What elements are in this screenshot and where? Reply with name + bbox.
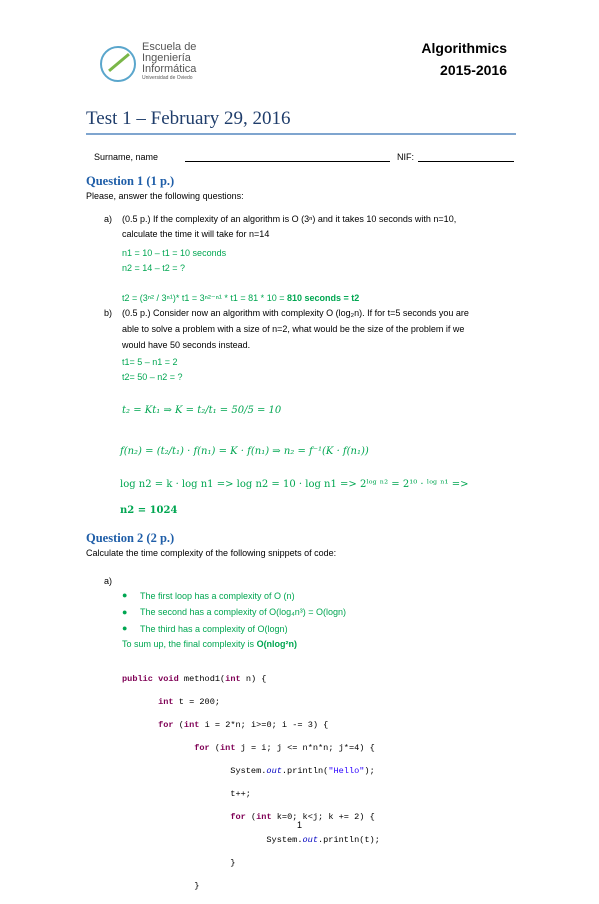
code-line: int t = 200; (158, 696, 221, 707)
school-line-3: Informática (142, 63, 197, 75)
q1a-answer-3 (122, 291, 359, 305)
q1b-answer-2: t2= 50 – n2 = ? (122, 372, 183, 382)
q1b-text-3: would have 50 seconds instead. (122, 340, 251, 350)
q1a-answer-3-text: t2 = (3ⁿ² / 3ⁿ¹)* t1 = 3ⁿ²⁻ⁿ¹ * t1 = 81 * 10 = (122, 293, 287, 303)
code-line: public void method1(int n) { (122, 673, 267, 684)
nif-label: NIF: (397, 152, 414, 162)
school-line-2: Ingeniería (142, 52, 191, 64)
code-line: System.out.println("Hello"); (122, 765, 375, 776)
q2-summary-result: O(nlog²n) (256, 639, 298, 649)
q2-bullet-1: The first loop has a complexity of O (n) (140, 591, 295, 601)
code-line: for (int k=0; k<j; k += 2) { (230, 811, 375, 822)
q1b-equation-3: log n2 = k · log n1 => log n2 = 10 · log n1 => 2ˡᵒᵍ ⁿ² = 2¹⁰ · ˡᵒᵍ ⁿ¹ => (120, 479, 469, 490)
school-line-1: Escuela de (142, 41, 197, 53)
q1a-answer-1: n1 = 10 – t1 = 10 seconds (122, 248, 227, 258)
q2a-label: a) (104, 576, 113, 586)
code-line: } (122, 880, 200, 891)
page-number: 1 (297, 820, 303, 830)
test-title: Test 1 – February 29, 2016 (86, 108, 291, 129)
q1a-text-1: (0.5 p.) If the complexity of an algorithm is O (3ⁿ) and it takes 10 seconds with n=10, (122, 214, 457, 224)
course-year: 2015-2016 (440, 62, 507, 78)
q2-summary (122, 637, 297, 651)
code-line: System.out.println(t); (122, 834, 380, 845)
code-line: } (122, 857, 236, 868)
q1b-text-2: able to solve a problem with a size of n=2, what would be the size of the problem if we (122, 324, 465, 334)
code-line: t++; (122, 788, 251, 799)
code-line: for (int i = 2*n; i>=0; i -= 3) { (158, 719, 329, 730)
surname-field[interactable] (185, 161, 390, 162)
q1b-label: b) (104, 308, 113, 318)
q2-summary-text: To sum up, the final complexity is (122, 639, 257, 649)
q1b-text-1: (0.5 p.) Consider now an algorithm with complexity O (log₂n). If for t=5 seconds you are (122, 308, 469, 318)
q1a-text-2: calculate the time it will take for n=14 (122, 229, 270, 239)
q1a-answer-2: n2 = 14 – t2 = ? (122, 263, 186, 273)
q2-bullet-2: The second has a complexity of O(log₄n³) = O(logn) (140, 607, 347, 617)
q1a-answer-3-result: 810 seconds = t2 (286, 293, 360, 303)
nif-field[interactable] (418, 161, 514, 162)
q1b-equation-4: n2 = 1024 (120, 505, 178, 516)
question-2-heading: Question 2 (2 p.) (86, 531, 175, 545)
code-line-1-rest: method1( (183, 673, 226, 684)
bullet-dot-icon: ● (122, 607, 128, 617)
question-1-intro: Please, answer the following questions: (86, 191, 244, 201)
q1b-equation-1: t₂ = Kt₁ ⇒ K = t₂/t₁ = 50/5 = 10 (122, 405, 282, 416)
surname-label: Surname, name (94, 152, 159, 162)
school-logo (100, 42, 210, 82)
q1b-equation-2: f(n₂) = (t₂/t₁) · f(n₁) = K · f(n₁) ⇒ n₂ = f⁻¹(K · f(n₁)) (120, 446, 369, 457)
q2-bullet-3: The third has a complexity of O(logn) (140, 624, 288, 634)
q1b-answer-1: t1= 5 – n1 = 2 (122, 357, 178, 367)
code-line: for (int j = i; j <= n*n*n; j*=4) { (194, 742, 375, 753)
q1a-label: a) (104, 214, 113, 224)
code-snippet (122, 662, 380, 904)
question-1-heading: Question 1 (1 p.) (86, 174, 175, 188)
question-2-intro: Calculate the time complexity of the following snippets of code: (86, 548, 337, 558)
bullet-dot-icon: ● (122, 590, 128, 600)
bullet-dot-icon: ● (122, 623, 128, 633)
course-name: Algorithmics (421, 40, 507, 56)
title-rule (86, 133, 516, 135)
university-name: Universidad de Oviedo (142, 75, 193, 81)
